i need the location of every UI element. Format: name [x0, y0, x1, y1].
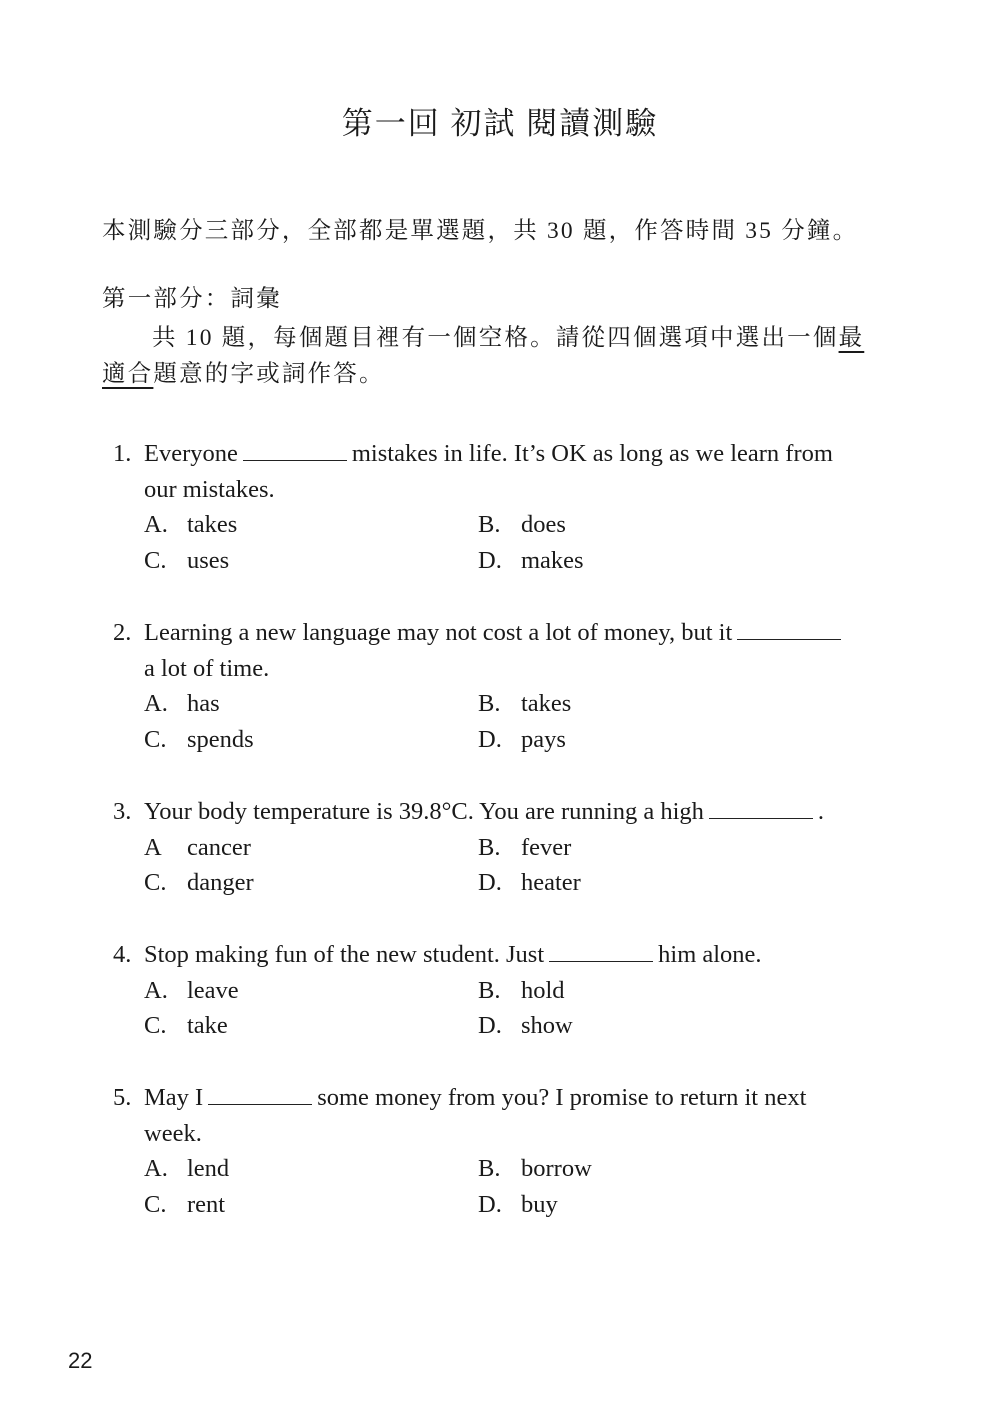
- option-letter: A.: [144, 511, 168, 539]
- option-letter: A.: [144, 976, 168, 1004]
- option-text: borrow: [521, 1155, 592, 1183]
- question-5: [113, 1080, 913, 1223]
- emphasis-underlined: 適合: [102, 361, 154, 387]
- question-2: [113, 615, 913, 758]
- option-text: does: [521, 511, 566, 539]
- option-letter: C.: [144, 547, 167, 575]
- question-number: 5.: [113, 1084, 132, 1111]
- option-letter: D.: [478, 1191, 502, 1219]
- option-letter: B.: [478, 833, 501, 861]
- option-text: take: [187, 1012, 228, 1040]
- option-letter: B.: [478, 511, 501, 539]
- option-text: fever: [521, 833, 572, 861]
- test-intro: 本測驗分三部分，全部都是單選題，共 30 題，作答時間 35 分鐘。: [102, 218, 859, 244]
- stem-after: .: [817, 798, 825, 825]
- stem-before: Your body temperature is 39.8°C. You are running a high: [144, 798, 704, 825]
- option-letter: B.: [478, 1155, 501, 1183]
- answer-blank: [709, 798, 813, 819]
- stem-continuation: our mistakes.: [144, 475, 275, 503]
- stem-after: some money from you? I promise to return it next: [317, 1084, 807, 1111]
- option-letter: C.: [144, 1012, 167, 1040]
- question-stem: [144, 794, 824, 830]
- option-text: takes: [187, 511, 238, 539]
- option-text: cancer: [187, 833, 251, 861]
- option-letter: A: [144, 833, 162, 861]
- option-text: lend: [187, 1155, 230, 1183]
- option-letter: D.: [478, 547, 502, 575]
- question-stem: [144, 436, 833, 472]
- option-letter: C.: [144, 1191, 167, 1219]
- option-letter: A.: [144, 1155, 168, 1183]
- question-number: 4.: [113, 941, 132, 968]
- question-number: 1.: [113, 440, 132, 467]
- section-instructions-line2: [102, 356, 385, 392]
- stem-before: Learning a new language may not cost a lot of money, but it: [144, 619, 733, 646]
- answer-blank: [737, 619, 841, 640]
- option-letter: C.: [144, 726, 167, 754]
- stem-continuation: a lot of time.: [144, 654, 270, 682]
- option-letter: D.: [478, 726, 502, 754]
- option-text: makes: [521, 547, 584, 575]
- question-1: [113, 436, 913, 579]
- emphasis-underlined: 最: [838, 325, 865, 351]
- question-number: 3.: [113, 798, 132, 825]
- page-number: 22: [68, 1348, 93, 1373]
- question-3: [113, 794, 913, 901]
- stem-before: Everyone: [144, 440, 238, 467]
- option-text: hold: [521, 976, 565, 1004]
- option-text: takes: [521, 690, 572, 718]
- option-letter: D.: [478, 869, 502, 897]
- option-text: heater: [521, 869, 581, 897]
- option-letter: D.: [478, 1012, 502, 1040]
- question-stem: [144, 937, 762, 973]
- option-text: rent: [187, 1191, 226, 1219]
- section-instructions-line1: [152, 320, 864, 356]
- option-text: buy: [521, 1191, 558, 1219]
- option-letter: B.: [478, 690, 501, 718]
- option-letter: B.: [478, 976, 501, 1004]
- option-text: leave: [187, 976, 239, 1004]
- option-text: spends: [187, 726, 254, 754]
- option-text: has: [187, 690, 220, 718]
- stem-after: him alone.: [658, 941, 762, 968]
- stem-after: mistakes in life. It’s OK as long as we learn from: [351, 440, 833, 467]
- stem-before: May I: [144, 1084, 204, 1111]
- option-letter: A.: [144, 690, 168, 718]
- section-heading: 第一部分：詞彙: [102, 286, 282, 312]
- answer-blank: [208, 1084, 312, 1105]
- answer-blank: [243, 440, 347, 461]
- page-title: 第一回 初試 閱讀測驗: [341, 106, 659, 141]
- question-number: 2.: [113, 619, 132, 646]
- instr-text: 共 10 題，每個題目裡有一個空格。請從四個選項中選出一個: [152, 325, 839, 351]
- option-text: danger: [187, 869, 254, 897]
- option-letter: C.: [144, 869, 167, 897]
- stem-before: Stop making fun of the new student. Just: [144, 941, 545, 968]
- option-text: show: [521, 1012, 573, 1040]
- instr-text: 題意的字或詞作答。: [153, 361, 385, 387]
- question-4: [113, 937, 913, 1044]
- question-stem: [144, 615, 846, 651]
- option-text: pays: [521, 726, 566, 754]
- question-stem: [144, 1080, 806, 1116]
- option-text: uses: [187, 547, 230, 575]
- answer-blank: [549, 941, 653, 962]
- stem-continuation: week.: [144, 1119, 202, 1147]
